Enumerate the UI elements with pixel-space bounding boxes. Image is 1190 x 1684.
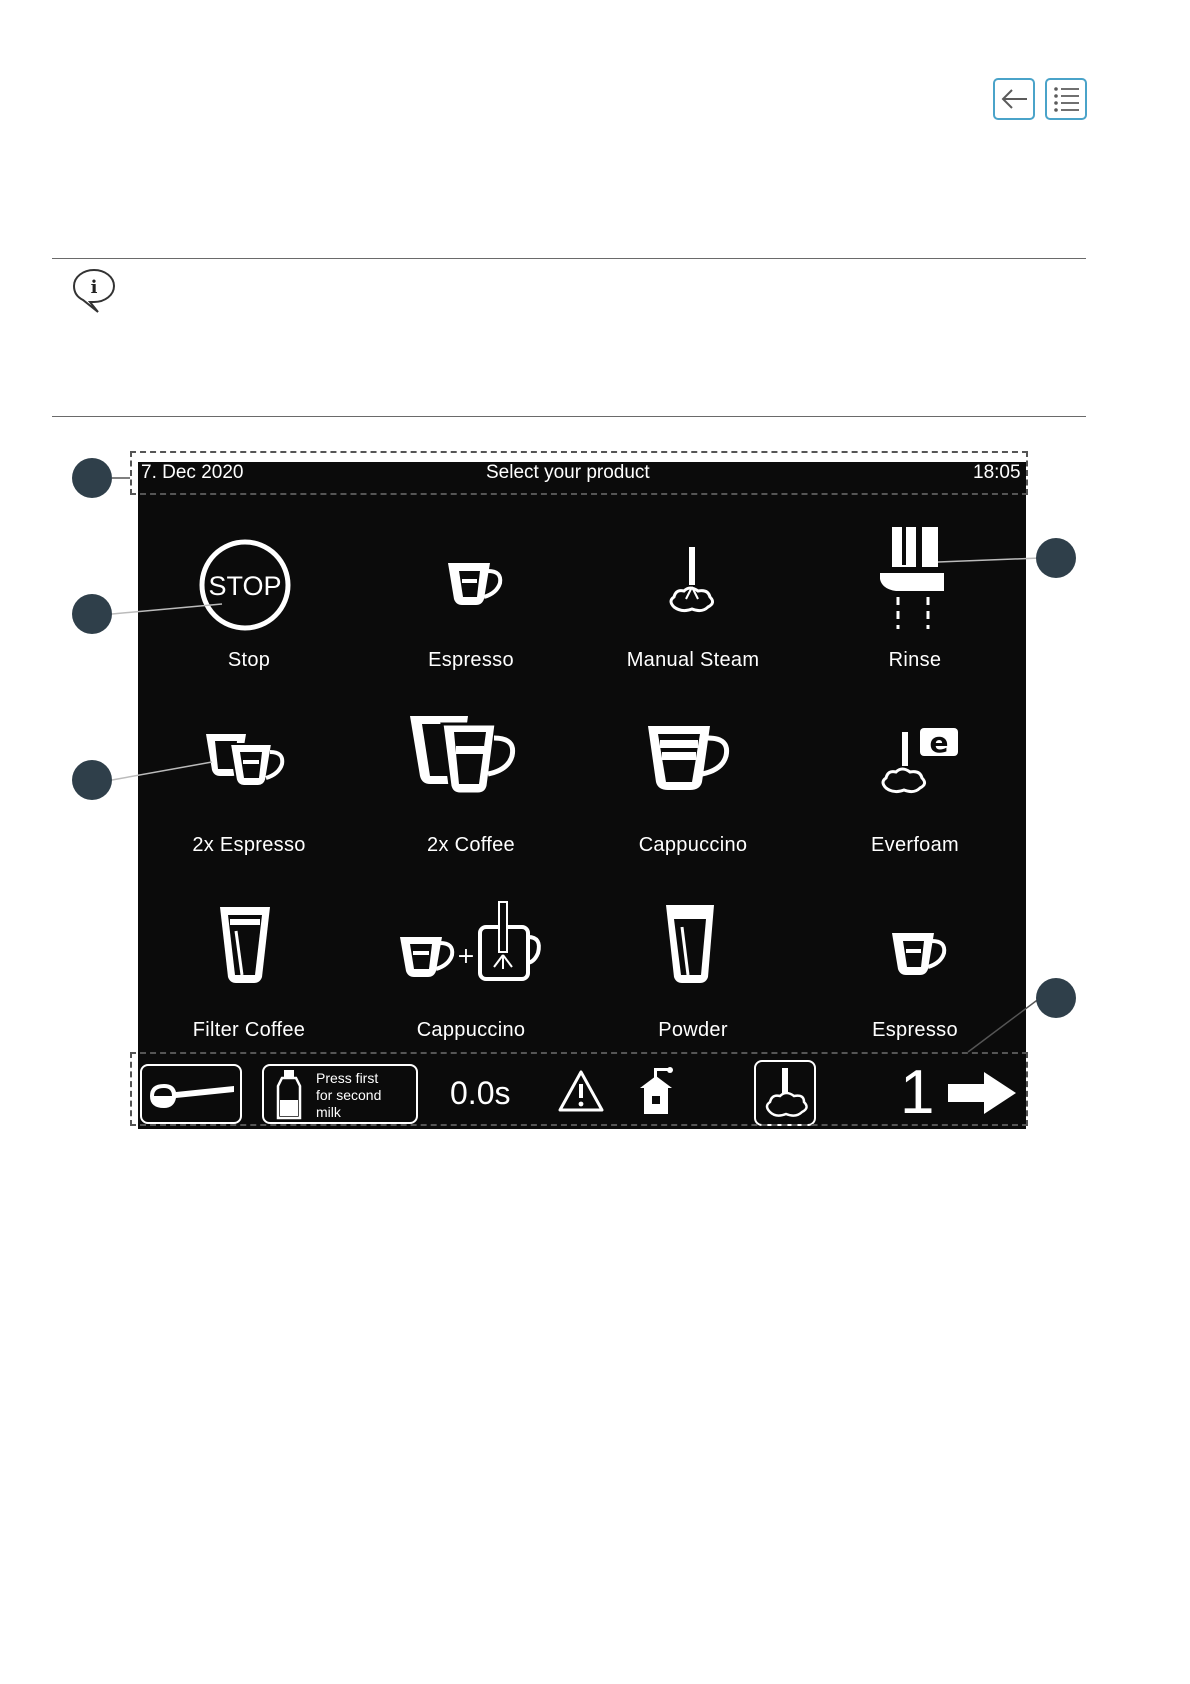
warning-icon[interactable] bbox=[556, 1068, 606, 1116]
svg-text:+: + bbox=[456, 944, 476, 969]
second-milk-button[interactable] bbox=[262, 1064, 418, 1124]
double-coffee-icon bbox=[360, 712, 582, 837]
back-button[interactable] bbox=[993, 78, 1035, 120]
filter-coffee-glass-icon bbox=[138, 897, 360, 1022]
callout-marker bbox=[1036, 978, 1076, 1018]
product-everfoam[interactable] bbox=[804, 712, 1026, 882]
svg-text:STOP: STOP bbox=[208, 571, 282, 601]
everfoam-icon bbox=[804, 712, 1026, 837]
product-label: 2x Coffee bbox=[427, 834, 515, 856]
callout-marker bbox=[72, 760, 112, 800]
product-label: Rinse bbox=[888, 649, 942, 671]
double-espresso-icon bbox=[138, 712, 360, 837]
steam-button[interactable] bbox=[754, 1060, 816, 1126]
product-espresso[interactable] bbox=[360, 527, 582, 697]
info-box-top-rule bbox=[52, 258, 1086, 259]
powder-glass-icon bbox=[582, 897, 804, 1022]
product-2x-coffee[interactable] bbox=[360, 712, 582, 882]
milk-bottle-icon bbox=[270, 1066, 310, 1122]
scoop-icon bbox=[142, 1066, 240, 1122]
rinse-icon bbox=[804, 527, 1026, 652]
product-label: Espresso bbox=[872, 1019, 958, 1041]
steam-wand-icon bbox=[582, 527, 804, 652]
header-title: Select your product bbox=[486, 462, 650, 483]
product-espresso-2[interactable] bbox=[804, 897, 1026, 1067]
scoop-button[interactable] bbox=[140, 1064, 242, 1124]
cup-plus-milk-jug-icon bbox=[360, 897, 582, 1022]
timer-readout: 0.0s bbox=[450, 1075, 511, 1111]
grinder-icon[interactable] bbox=[632, 1064, 680, 1118]
cappuccino-cup-icon bbox=[582, 712, 804, 837]
product-cappuccino-milk[interactable] bbox=[360, 897, 582, 1067]
product-2x-espresso[interactable] bbox=[138, 712, 360, 882]
steam-button-icon bbox=[756, 1062, 814, 1124]
stop-icon bbox=[138, 527, 360, 652]
espresso-cup-icon bbox=[360, 527, 582, 652]
next-arrow-icon[interactable] bbox=[944, 1070, 1020, 1116]
product-label: Cappuccino bbox=[416, 1019, 526, 1041]
product-label: Cappuccino bbox=[638, 834, 748, 856]
info-speech-icon bbox=[70, 266, 120, 316]
product-label: Manual Steam bbox=[626, 649, 760, 671]
svg-text:i: i bbox=[90, 277, 98, 298]
svg-text:e: e bbox=[929, 726, 949, 759]
product-filter-coffee[interactable] bbox=[138, 897, 360, 1067]
header-time: 18:05 bbox=[973, 462, 1021, 483]
second-milk-label: Press first for second milk bbox=[316, 1070, 382, 1120]
info-box-bottom-rule bbox=[52, 416, 1086, 417]
product-label: 2x Espresso bbox=[192, 834, 306, 856]
callout-marker bbox=[72, 458, 112, 498]
product-stop[interactable] bbox=[138, 527, 360, 697]
table-of-contents-button[interactable] bbox=[1045, 78, 1087, 120]
product-cappuccino[interactable] bbox=[582, 712, 804, 882]
product-powder[interactable] bbox=[582, 897, 804, 1067]
callout-marker bbox=[1036, 538, 1076, 578]
product-label: Espresso bbox=[428, 649, 514, 671]
product-manual-steam[interactable] bbox=[582, 527, 804, 697]
callout-marker bbox=[72, 594, 112, 634]
header-date: 7. Dec 2020 bbox=[141, 462, 244, 483]
arrow-left-icon bbox=[995, 80, 1033, 118]
product-label: Filter Coffee bbox=[192, 1019, 306, 1041]
list-icon bbox=[1047, 80, 1085, 118]
product-rinse[interactable] bbox=[804, 527, 1026, 697]
product-label: Everfoam bbox=[871, 834, 959, 856]
page-number: 1 bbox=[900, 1058, 935, 1127]
product-label: Powder bbox=[658, 1019, 728, 1041]
espresso-cup-icon bbox=[804, 897, 1026, 1022]
product-label: Stop bbox=[227, 649, 271, 671]
